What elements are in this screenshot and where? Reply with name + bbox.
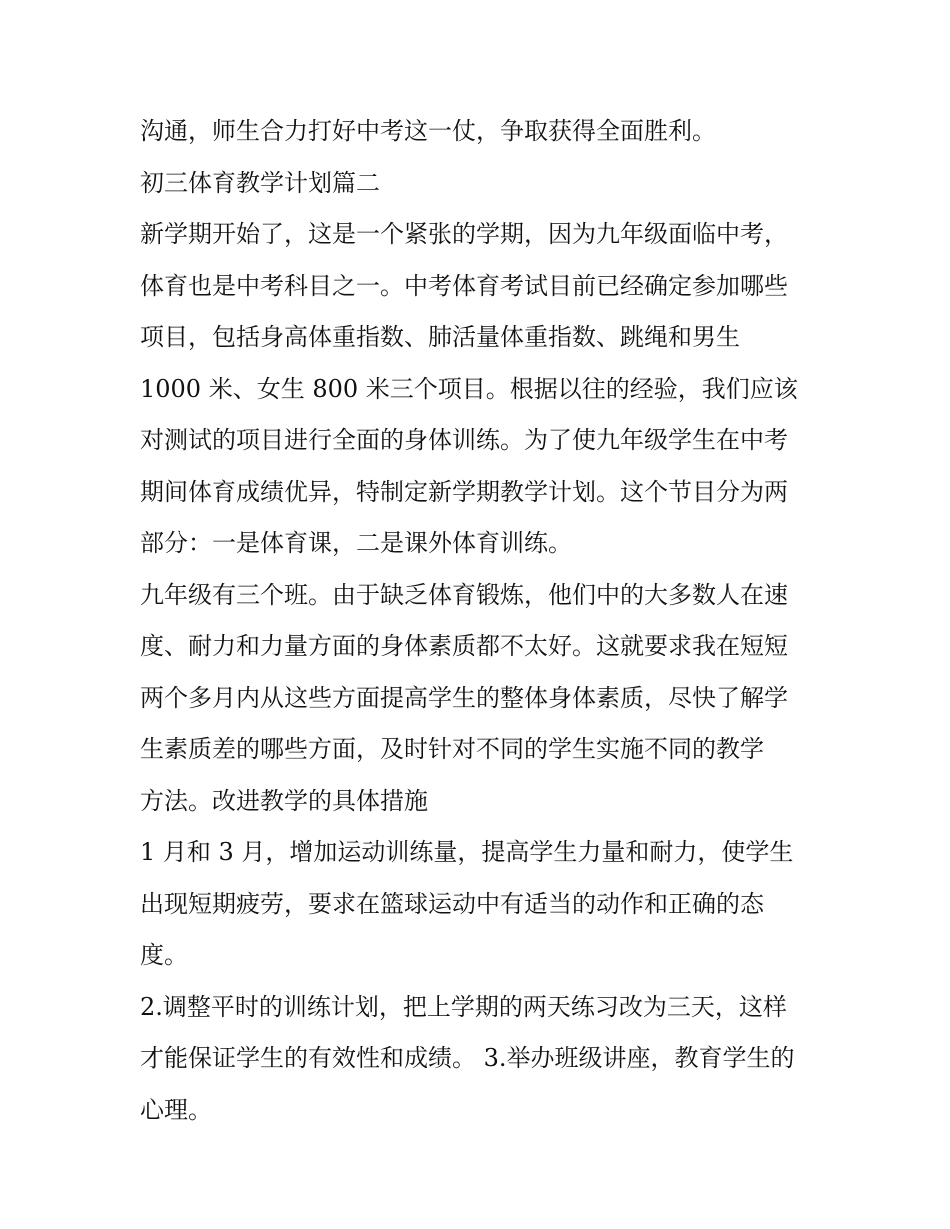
section-heading: 初三体育教学计划篇二 — [140, 168, 380, 197]
text-line-1: 沟通，师生合力打好中考这一仗，争取获得全面胜利。 — [140, 117, 716, 145]
text-line-11: 度、耐力和力量方面的身体素质都不太好。这就要求我在短短 — [140, 632, 788, 660]
text-line-14: 方法。改进教学的具体措施 — [140, 786, 428, 815]
document-body — [140, 106, 820, 1136]
text-line-15: 1 月和 3 月，增加运动训练量，提高学生力量和耐力，使学生 — [140, 838, 794, 866]
text-line-16: 出现短期疲劳，要求在篮球运动中有适当的动作和正确的态 — [140, 889, 764, 918]
text-line-7: 对测试的项目进行全面的身体训练。为了使九年级学生在中考 — [140, 426, 788, 454]
text-line-8: 期间体育成绩优异，特制定新学期教学计划。这个节目分为两 — [140, 477, 788, 506]
text-line-3: 新学期开始了，这是一个紧张的学期，因为九年级面临中考， — [140, 220, 788, 248]
text-line-5: 项目，包括身高体重指数、肺活量体重指数、跳绳和男生 — [140, 323, 740, 351]
text-line-12: 两个多月内从这些方面提高学生的整体身体素质，尽快了解学 — [140, 683, 788, 712]
text-line-4: 体育也是中考科目之一。中考体育考试目前已经确定参加哪些 — [140, 271, 788, 300]
text-line-20: 心理。 — [140, 1095, 212, 1124]
text-line-19: 才能保证学生的有效性和成绩。 3.举办班级讲座，教育学生的 — [140, 1044, 795, 1072]
text-line-10: 九年级有三个班。由于缺乏体育锻炼，他们中的大多数人在速 — [140, 580, 788, 609]
text-line-18: 2.调整平时的训练计划，把上学期的两天练习改为三天，这样 — [140, 992, 787, 1021]
text-line-9: 部分：一是体育课，二是课外体育训练。 — [140, 529, 572, 557]
text-line-17: 度。 — [140, 941, 188, 969]
text-line-13: 生素质差的哪些方面，及时针对不同的学生实施不同的教学 — [140, 735, 764, 763]
text-line-6: 1000 米、女生 800 米三个项目。根据以往的经验，我们应该 — [140, 374, 798, 403]
